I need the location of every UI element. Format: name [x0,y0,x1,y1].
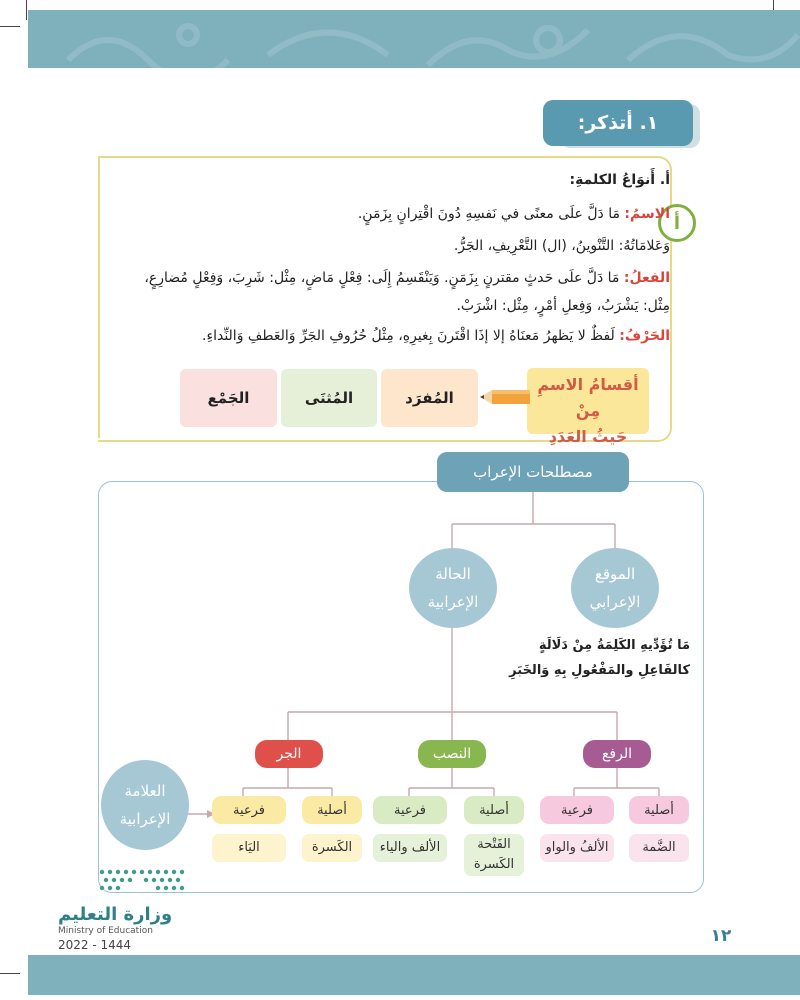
position-circle-line2: الإعرابي [589,593,641,611]
case-circle-line2: الإعرابية [427,593,479,611]
singular-tile: المُفرَد [381,369,478,427]
callout-line-2: حَيثُ العَدَدِ [548,427,628,446]
genitive-derived-value: اليَاء [212,834,286,862]
genitive-pill: الجر [255,740,323,768]
accusative-derived-value: الألف والياء [373,834,447,862]
letter-label: الحَرْفُ: [619,328,670,344]
genitive-original: أصلية [302,796,362,824]
dual-tile: المُثنَى [281,369,377,427]
edition-year: 2022 - 1444 [58,938,132,952]
nominative-pill: الرفع [583,740,651,768]
genitive-original-value: الكَسرة [302,834,362,862]
accusative-derived: فرعية [373,796,447,824]
marker-circle-line2: الإعرابية [119,810,171,828]
position-circle-line1: الموقع [594,565,636,583]
verb-definition-continued: مِثْل: يَشْرَبُ، وَفِعلِ أمْرٍ، مِثْل: اشْرَبْ. [456,298,670,314]
word-types-heading: أ. أَنوَاعُ الكلمةِ: [569,172,670,188]
callout-line-1: أقسامُ الاسمِ مِنْ [537,375,639,420]
accusative-original-value: الفَتْحة الكَسرة [464,834,524,876]
case-circle [409,548,497,628]
genitive-derived: فرعية [212,796,286,824]
nominative-derived: فرعية [540,796,614,824]
section-title: ١. أتذكر: [543,100,693,146]
position-definition-2: كالفَاعِلِ والمَفْعُولِ بِهِ وَالخَبَرِ [509,663,690,678]
page-number: ١٢ [710,926,732,946]
noun-definition: مَا دَلَّ علَى معنًى في نَفسِهِ دُونَ اقْتِرانٍ بِزَمَنٍ. [357,206,620,222]
nominative-derived-value: الألفُ والواو [540,834,614,862]
marker-circle-line1: العلامة [124,782,166,800]
bottom-banner [28,955,800,995]
letter-definition: لَفظٌ لا يَظهرُ مَعنَاهُ إلا إذَا اقْتَرنَ بِغيرِهِ، مِثْلُ حُرُوفِ الجَرِّ وَالعَطفِ وَالنِّداءِ. [202,328,615,344]
ministry-name-ar: وزارة التعليم [58,904,173,925]
position-definition-1: مَا تُؤَدِّيهِ الكَلِمَةُ مِنْ دَلَالَةٍ [538,638,690,653]
noun-signs: وَعَلامَاتُهُ: التَّنْوينُ، (ال) التَّعْرِيفِ، الجَرُّ. [453,238,670,254]
accusative-pill: النصب [418,740,486,768]
marker-circle [101,760,189,850]
verb-label: الفعلُ: [623,270,670,286]
position-circle [571,548,659,628]
nominative-original-value: الضَّمة [629,834,689,862]
ministry-logo-icon [98,862,190,896]
nominative-original: أصلية [629,796,689,824]
section-badge: أ [658,204,696,242]
verb-definition: مَا دَلَّ علَى حَدثٍ مقترنٍ بِزَمَنٍ. وَيَنْقَسِمُ إِلَى: فِعْلٍ مَاضٍ، مِثْل: شَرِبَ، وَفِعْلٍ مُضارِعٍ، [144,270,620,286]
noun-label: الاسمُ: [624,206,670,222]
plural-tile: الجَمْع [180,369,277,427]
parsing-terms-title: مصطلحات الإعراب [437,452,629,492]
case-circle-line1: الحالة [435,565,471,583]
accusative-original: أصلية [464,796,524,824]
ministry-name-en: Ministry of Education [58,926,153,936]
